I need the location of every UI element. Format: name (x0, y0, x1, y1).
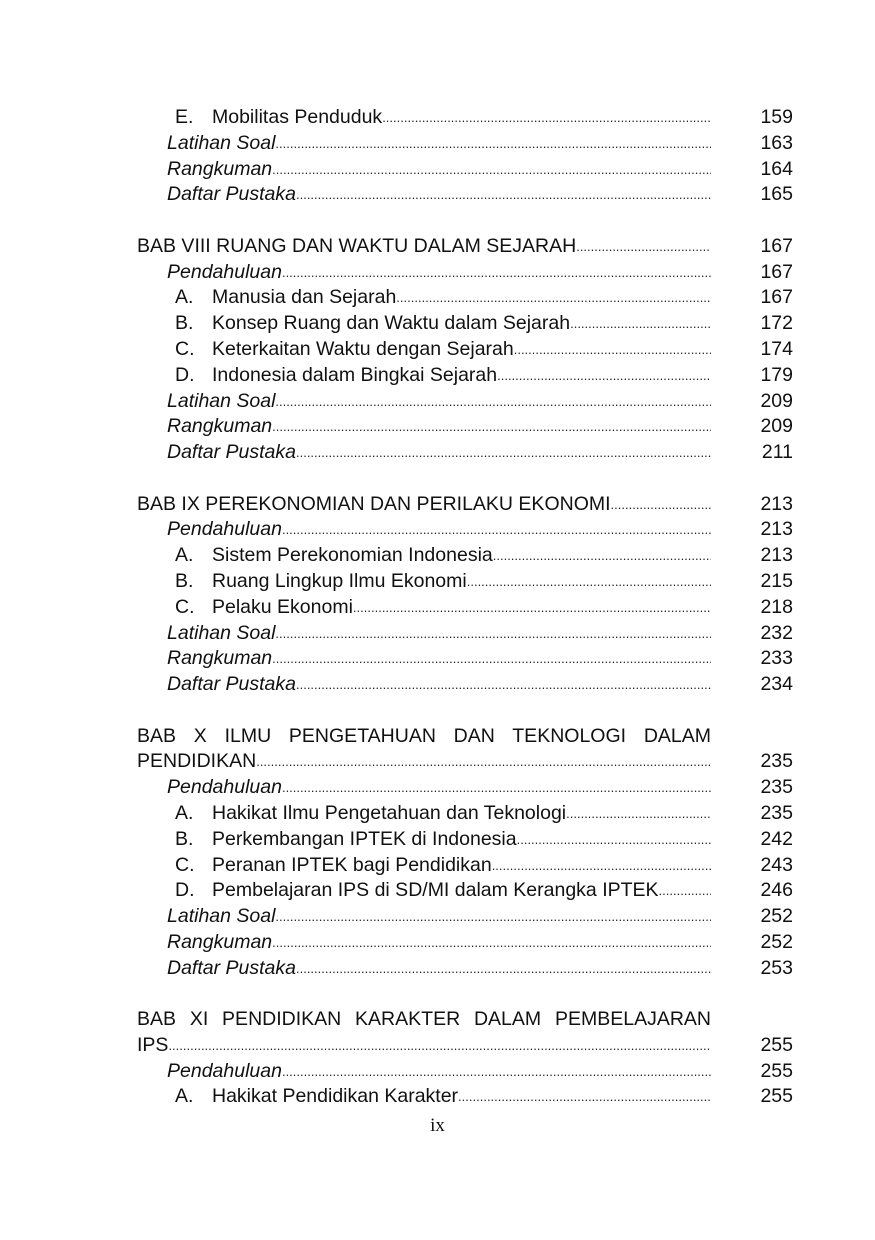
dot-leader (275, 131, 711, 157)
chapter-title-text: BAB X ILMU PENGETAHUAN DAN TEKNOLOGI DALAM (137, 724, 711, 747)
section-letter: B. (175, 569, 194, 592)
entry-title: Manusia dan Sejarah (212, 285, 396, 311)
section-gap (137, 981, 793, 1007)
entry-left (137, 749, 711, 775)
dot-leader (467, 569, 711, 595)
dot-leader (576, 234, 711, 260)
dot-leader (396, 285, 711, 311)
entry-title: Rangkuman (167, 646, 272, 672)
toc-section[interactable] (137, 105, 793, 131)
toc-section[interactable] (137, 827, 793, 853)
page-number: ix (430, 1115, 445, 1136)
entry-left (137, 621, 711, 647)
entry-page-number: 235 (760, 801, 793, 824)
dot-leader (275, 389, 711, 415)
entry-page-number: 179 (760, 363, 793, 386)
section-letter: A. (175, 1085, 194, 1108)
section-gap (137, 208, 793, 234)
entry-left (137, 234, 711, 260)
toc-chapter[interactable] (137, 234, 793, 260)
entry-title: Daftar Pustaka (167, 440, 296, 466)
dot-leader (659, 878, 711, 904)
entry-left (137, 285, 711, 311)
entry-page-number: 215 (760, 569, 793, 592)
dot-leader (282, 260, 711, 286)
toc-section[interactable] (137, 1084, 793, 1110)
entry-page-number: 211 (761, 441, 793, 464)
entry-left (137, 878, 711, 904)
entry-page-number: 255 (760, 1033, 793, 1056)
entry-title: Rangkuman (167, 930, 272, 956)
entry-title: Latihan Soal (167, 131, 275, 157)
entry-left (137, 492, 711, 518)
toc-subentry[interactable] (137, 775, 793, 801)
section-letter: A. (175, 286, 194, 309)
dot-leader (272, 930, 711, 956)
entry-left (137, 1033, 711, 1059)
chapter-title-line (137, 1007, 711, 1033)
entry-left (137, 595, 711, 621)
entry-title: Mobilitas Penduduk (212, 105, 382, 131)
dot-leader (611, 492, 711, 518)
section-letter: D. (175, 363, 195, 386)
dot-leader (275, 904, 711, 930)
toc-chapter[interactable] (137, 492, 793, 518)
dot-leader (168, 1033, 711, 1059)
toc-section[interactable] (137, 801, 793, 827)
entry-title: Perkembangan IPTEK di Indonesia (212, 827, 517, 853)
entry-page-number: 233 (760, 647, 793, 670)
entry-left (137, 930, 711, 956)
dot-leader (458, 1084, 711, 1110)
section-letter: D. (175, 879, 195, 902)
entry-page-number: 255 (760, 1085, 793, 1108)
toc-subentry[interactable] (137, 1059, 793, 1085)
toc-section[interactable] (137, 595, 793, 621)
entry-title: Latihan Soal (167, 904, 275, 930)
entry-left (137, 311, 711, 337)
entry-left (137, 569, 711, 595)
entry-title: Latihan Soal (167, 389, 275, 415)
toc-subentry[interactable] (137, 621, 793, 647)
section-letter: A. (175, 544, 194, 567)
entry-left (137, 131, 711, 157)
toc-subentry[interactable] (137, 157, 793, 183)
toc-subentry[interactable] (137, 440, 793, 466)
entry-page-number: 235 (760, 776, 793, 799)
entry-left (137, 105, 711, 131)
entry-left (137, 389, 711, 415)
entry-title: Daftar Pustaka (167, 182, 296, 208)
dot-leader (272, 157, 711, 183)
entry-page-number: 234 (760, 673, 793, 696)
section-letter: A. (175, 801, 194, 824)
section-letter: B. (175, 312, 194, 335)
dot-leader (514, 337, 711, 363)
entry-title: Latihan Soal (167, 621, 275, 647)
dot-leader (497, 363, 711, 389)
entry-left (137, 337, 711, 363)
entry-title: Hakikat Ilmu Pengetahuan dan Teknologi (212, 801, 566, 827)
toc-chapter[interactable] (137, 749, 793, 775)
entry-left (137, 1084, 711, 1110)
entry-title: Peranan IPTEK bagi Pendidikan (212, 853, 492, 879)
entry-title: Konsep Ruang dan Waktu dalam Sejarah (212, 311, 570, 337)
toc-subentry[interactable] (137, 131, 793, 157)
toc-subentry[interactable] (137, 260, 793, 286)
chapter-title-text: BAB XI PENDIDIKAN KARAKTER DALAM PEMBELAJARAN (137, 1008, 711, 1031)
toc-subentry[interactable] (137, 414, 793, 440)
entry-page-number: 246 (760, 879, 793, 902)
entry-left (137, 543, 711, 569)
dot-leader (382, 105, 711, 131)
entry-left (137, 157, 711, 183)
entry-page-number: 163 (760, 131, 793, 154)
entry-title: Daftar Pustaka (167, 956, 296, 982)
toc-subentry[interactable] (137, 930, 793, 956)
entry-page-number: 209 (760, 415, 793, 438)
chapter-title-line (137, 724, 711, 750)
entry-title: Keterkaitan Waktu dengan Sejarah (212, 337, 514, 363)
toc-section[interactable] (137, 363, 793, 389)
toc-subentry[interactable] (137, 956, 793, 982)
entry-left (137, 414, 711, 440)
dot-leader (272, 414, 711, 440)
toc-section[interactable] (137, 878, 793, 904)
toc-section[interactable] (137, 337, 793, 363)
entry-page-number: 242 (760, 827, 793, 850)
entry-left (137, 517, 711, 543)
entry-page-number: 209 (760, 389, 793, 412)
entry-title: Daftar Pustaka (167, 672, 296, 698)
section-letter: E. (175, 106, 194, 128)
entry-title: Rangkuman (167, 414, 272, 440)
entry-title: Hakikat Pendidikan Karakter (212, 1084, 458, 1110)
toc-subentry[interactable] (137, 517, 793, 543)
entry-title: PENDIDIKAN (137, 749, 256, 775)
entry-page-number: 253 (760, 956, 793, 979)
toc-subentry[interactable] (137, 646, 793, 672)
entry-left (137, 672, 711, 698)
toc-subentry[interactable] (137, 182, 793, 208)
toc-section[interactable] (137, 543, 793, 569)
dot-leader (296, 440, 711, 466)
dot-leader (493, 543, 711, 569)
dot-leader (353, 595, 711, 621)
dot-leader (275, 621, 711, 647)
toc-subentry[interactable] (137, 904, 793, 930)
dot-leader (492, 853, 711, 879)
table-of-contents (137, 105, 793, 1110)
section-gap (137, 466, 793, 492)
entry-left (137, 775, 711, 801)
entry-title: BAB VIII RUANG DAN WAKTU DALAM SEJARAH (137, 234, 576, 260)
section-letter: C. (175, 595, 195, 618)
entry-page-number: 213 (760, 518, 793, 541)
entry-left (137, 827, 711, 853)
entry-page-number: 165 (760, 183, 793, 206)
dot-leader (272, 646, 711, 672)
entry-page-number: 159 (760, 106, 793, 128)
dot-leader (282, 517, 711, 543)
section-gap (137, 698, 793, 724)
entry-title: IPS (137, 1033, 168, 1059)
entry-title: Indonesia dalam Bingkai Sejarah (212, 363, 497, 389)
entry-left (137, 1059, 711, 1085)
entry-left (137, 956, 711, 982)
entry-left (137, 182, 711, 208)
dot-leader (282, 775, 711, 801)
toc-section[interactable] (137, 285, 793, 311)
entry-title: Pembelajaran IPS di SD/MI dalam Kerangka IPTEK (212, 878, 659, 904)
entry-title: Pendahuluan (167, 517, 282, 543)
entry-title: Pelaku Ekonomi (212, 595, 353, 621)
dot-leader (282, 1059, 711, 1085)
entry-page-number: 167 (760, 234, 793, 257)
section-letter: C. (175, 337, 195, 360)
toc-subentry[interactable] (137, 672, 793, 698)
entry-page-number: 235 (760, 750, 793, 773)
toc-section[interactable] (137, 569, 793, 595)
dot-leader (296, 956, 711, 982)
entry-left (137, 853, 711, 879)
toc-section[interactable] (137, 853, 793, 879)
section-letter: C. (175, 853, 195, 876)
toc-subentry[interactable] (137, 389, 793, 415)
dot-leader (296, 672, 711, 698)
entry-page-number: 243 (760, 853, 793, 876)
entry-page-number: 218 (760, 595, 793, 618)
section-letter: B. (175, 827, 194, 850)
entry-page-number: 252 (760, 930, 793, 953)
entry-left (137, 801, 711, 827)
entry-page-number: 167 (760, 260, 793, 283)
dot-leader (566, 801, 711, 827)
dot-leader (517, 827, 711, 853)
entry-left (137, 904, 711, 930)
entry-page-number: 164 (760, 157, 793, 180)
dot-leader (296, 182, 711, 208)
entry-left (137, 440, 711, 466)
entry-page-number: 213 (760, 544, 793, 567)
entry-title: Sistem Perekonomian Indonesia (212, 543, 493, 569)
entry-page-number: 174 (760, 337, 793, 360)
dot-leader (256, 749, 711, 775)
entry-title: Rangkuman (167, 157, 272, 183)
entry-title: Pendahuluan (167, 260, 282, 286)
entry-page-number: 255 (760, 1059, 793, 1082)
entry-title: Pendahuluan (167, 775, 282, 801)
entry-page-number: 172 (760, 312, 793, 335)
entry-page-number: 252 (760, 905, 793, 928)
toc-section[interactable] (137, 311, 793, 337)
entry-page-number: 213 (760, 492, 793, 515)
entry-page-number: 167 (760, 286, 793, 309)
entry-left (137, 260, 711, 286)
dot-leader (570, 311, 711, 337)
entry-left (137, 646, 711, 672)
entry-left (137, 363, 711, 389)
entry-page-number: 232 (760, 621, 793, 644)
entry-title: Ruang Lingkup Ilmu Ekonomi (212, 569, 467, 595)
toc-chapter[interactable] (137, 1033, 793, 1059)
entry-title: Pendahuluan (167, 1059, 282, 1085)
entry-title: BAB IX PEREKONOMIAN DAN PERILAKU EKONOMI (137, 492, 611, 518)
